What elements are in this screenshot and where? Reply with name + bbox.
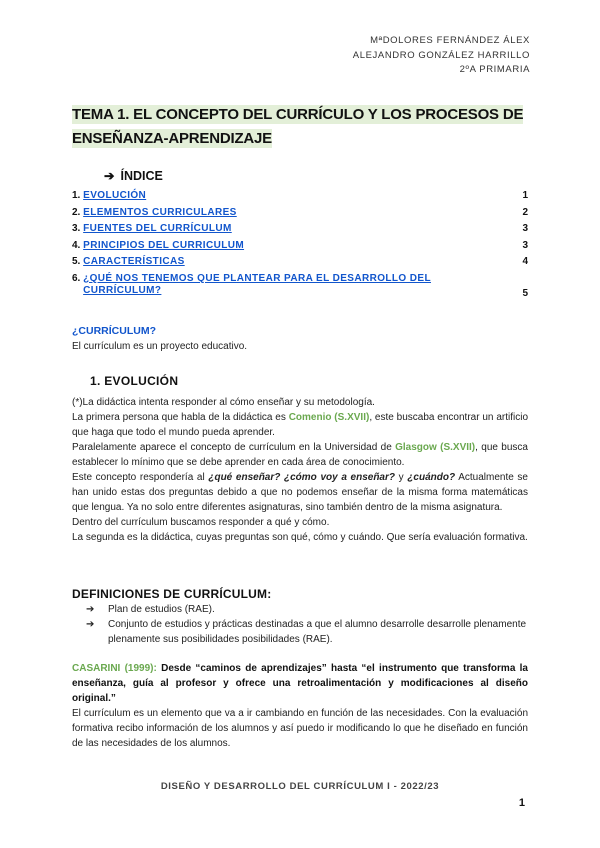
- document-title: [72, 103, 532, 151]
- definiciones-section: [72, 587, 528, 647]
- paragraph-text: La primera persona que habla de la didáctica es: [72, 412, 289, 423]
- curriculum-answer: El currículum es un proyecto educativo.: [72, 341, 248, 352]
- paragraph: El currículum es un elemento que va a ir cambiando en función de las necesidades. Con la evaluación formativa recibo información de los alumnos y así puedo ir modificando lo que he diseñado en función de las necesidades de los alumnos.: [72, 708, 528, 749]
- author-name: ALEJANDRO GONZÁLEZ HARRILLO: [352, 49, 530, 61]
- casarini-quote: [72, 661, 528, 706]
- toc-link-elementos[interactable]: ELEMENTOS CURRICULARES: [83, 206, 237, 218]
- paragraph-text: Este concepto respondería al: [72, 472, 209, 483]
- toc-number: 6.: [72, 272, 81, 284]
- toc-page: 5: [522, 287, 528, 299]
- paragraph-text: Actualmente se han unido estas dos preguntas debido a que no podemos enseñar de la misma forma matemáticas que lengua. Ya no solo entre diferentes asignaturas, sino también dentro de la misma asignatura.: [72, 472, 528, 513]
- toc-link-evolucion[interactable]: EVOLUCIÓN: [83, 190, 147, 201]
- toc-entry: [72, 190, 528, 207]
- toc-page: 3: [522, 223, 528, 234]
- arrow-right-icon: ➔: [86, 604, 95, 615]
- paragraph: [72, 470, 528, 515]
- toc-entry: [72, 273, 528, 303]
- title-line: ENSEÑANZA-APRENDIZAJE: [72, 130, 272, 147]
- toc-number: 1.: [72, 190, 81, 201]
- toc-link-plantear[interactable]: ¿QUÉ NOS TENEMOS QUE PLANTEAR PARA EL DESARROLLO DEL CURRÍCULUM?: [83, 272, 431, 296]
- toc-link-principios[interactable]: PRINCIPIOS DEL CURRICULUM: [83, 239, 245, 251]
- highlight-glasgow: Glasgow (S.XVII): [395, 442, 476, 453]
- highlight-casarini: CASARINI (1999):: [72, 663, 157, 674]
- list-item: [86, 617, 528, 647]
- arrow-right-icon: ➔: [104, 169, 115, 183]
- paragraph: [72, 410, 528, 440]
- list-item: [86, 602, 528, 617]
- course-label: 2ºA PRIMARIA: [459, 64, 530, 75]
- paragraph: Dentro del currículum buscamos responder a qué y cómo.: [72, 517, 330, 528]
- arrow-right-icon: ➔: [86, 619, 95, 630]
- header-authors: [353, 34, 530, 78]
- paragraph: La segunda es la didáctica, cuyas preguntas son qué, cómo y cuándo. Que sería evaluación formativa.: [72, 532, 528, 543]
- evolucion-body: [72, 395, 528, 545]
- question-emphasis: ¿cuándo?: [407, 472, 456, 483]
- toc-number: 3.: [72, 223, 81, 234]
- index-heading-text: ÍNDICE: [120, 169, 163, 183]
- toc-entry: [72, 256, 528, 273]
- section-heading: 1. EVOLUCIÓN: [90, 374, 179, 388]
- toc-page: 4: [522, 256, 528, 267]
- quote-text: Desde “caminos de aprendizajes” hasta “el instrumento que transforma la enseñanza, guía al profesor y ofrece una retroalimentación y modificaciones al diseño original.”: [72, 663, 528, 704]
- table-of-contents: [72, 190, 528, 303]
- toc-page: 1: [522, 190, 528, 201]
- toc-link-caracteristicas[interactable]: CARACTERÍSTICAS: [83, 256, 185, 267]
- toc-number: 4.: [72, 239, 81, 251]
- paragraph: (*)La didáctica intenta responder al cómo enseñar y su metodología.: [72, 397, 375, 408]
- question-emphasis: ¿qué enseñar? ¿cómo voy a enseñar?: [208, 472, 395, 483]
- paragraph-text: y: [395, 472, 408, 483]
- index-heading: [104, 168, 163, 183]
- paragraph-text: , este buscaba encontrar un artificio que haga que todo el mundo pueda aprender.: [72, 412, 529, 438]
- paragraph-text: , que busca establecer lo mínimo que se debe aprender en cada área de conocimiento.: [72, 442, 528, 468]
- toc-number: 5.: [72, 256, 81, 267]
- casarini-section: [72, 661, 528, 751]
- toc-entry: [72, 207, 528, 224]
- toc-link-fuentes[interactable]: FUENTES DEL CURRÍCULUM: [83, 223, 232, 234]
- page-number: 1: [518, 797, 525, 809]
- highlight-comenio: Comenio (S.XVII): [288, 412, 370, 423]
- list-item-text: Conjunto de estudios y prácticas destinadas a que el alumno desarrolle desarrolle plenamente plenamente sus posibilidades posibilidades (RAE).: [108, 619, 527, 645]
- page-footer: DISEÑO Y DESARROLLO DEL CURRÍCULUM I - 2022/23: [160, 781, 440, 792]
- toc-entry: [72, 240, 528, 257]
- author-name: MªDOLORES FERNÁNDEZ ÁLEX: [370, 35, 530, 46]
- title-line: TEMA 1. EL CONCEPTO DEL CURRÍCULO Y LOS PROCESOS DE: [72, 106, 524, 123]
- list-item-text: Plan de estudios (RAE).: [108, 604, 215, 615]
- curriculum-question-section: [72, 324, 528, 354]
- paragraph-text: Paralelamente aparece el concepto de currículum en la Universidad de: [72, 442, 396, 453]
- toc-page: 2: [522, 206, 528, 218]
- section-heading-evolucion: [90, 374, 528, 389]
- definition-list: [72, 602, 528, 647]
- toc-entry: [72, 223, 528, 240]
- toc-page: 3: [522, 239, 528, 251]
- toc-number: 2.: [72, 206, 81, 218]
- curriculum-question: ¿CURRÍCULUM?: [72, 325, 156, 337]
- paragraph: [72, 440, 528, 470]
- section-heading: DEFINICIONES DE CURRÍCULUM:: [72, 587, 272, 601]
